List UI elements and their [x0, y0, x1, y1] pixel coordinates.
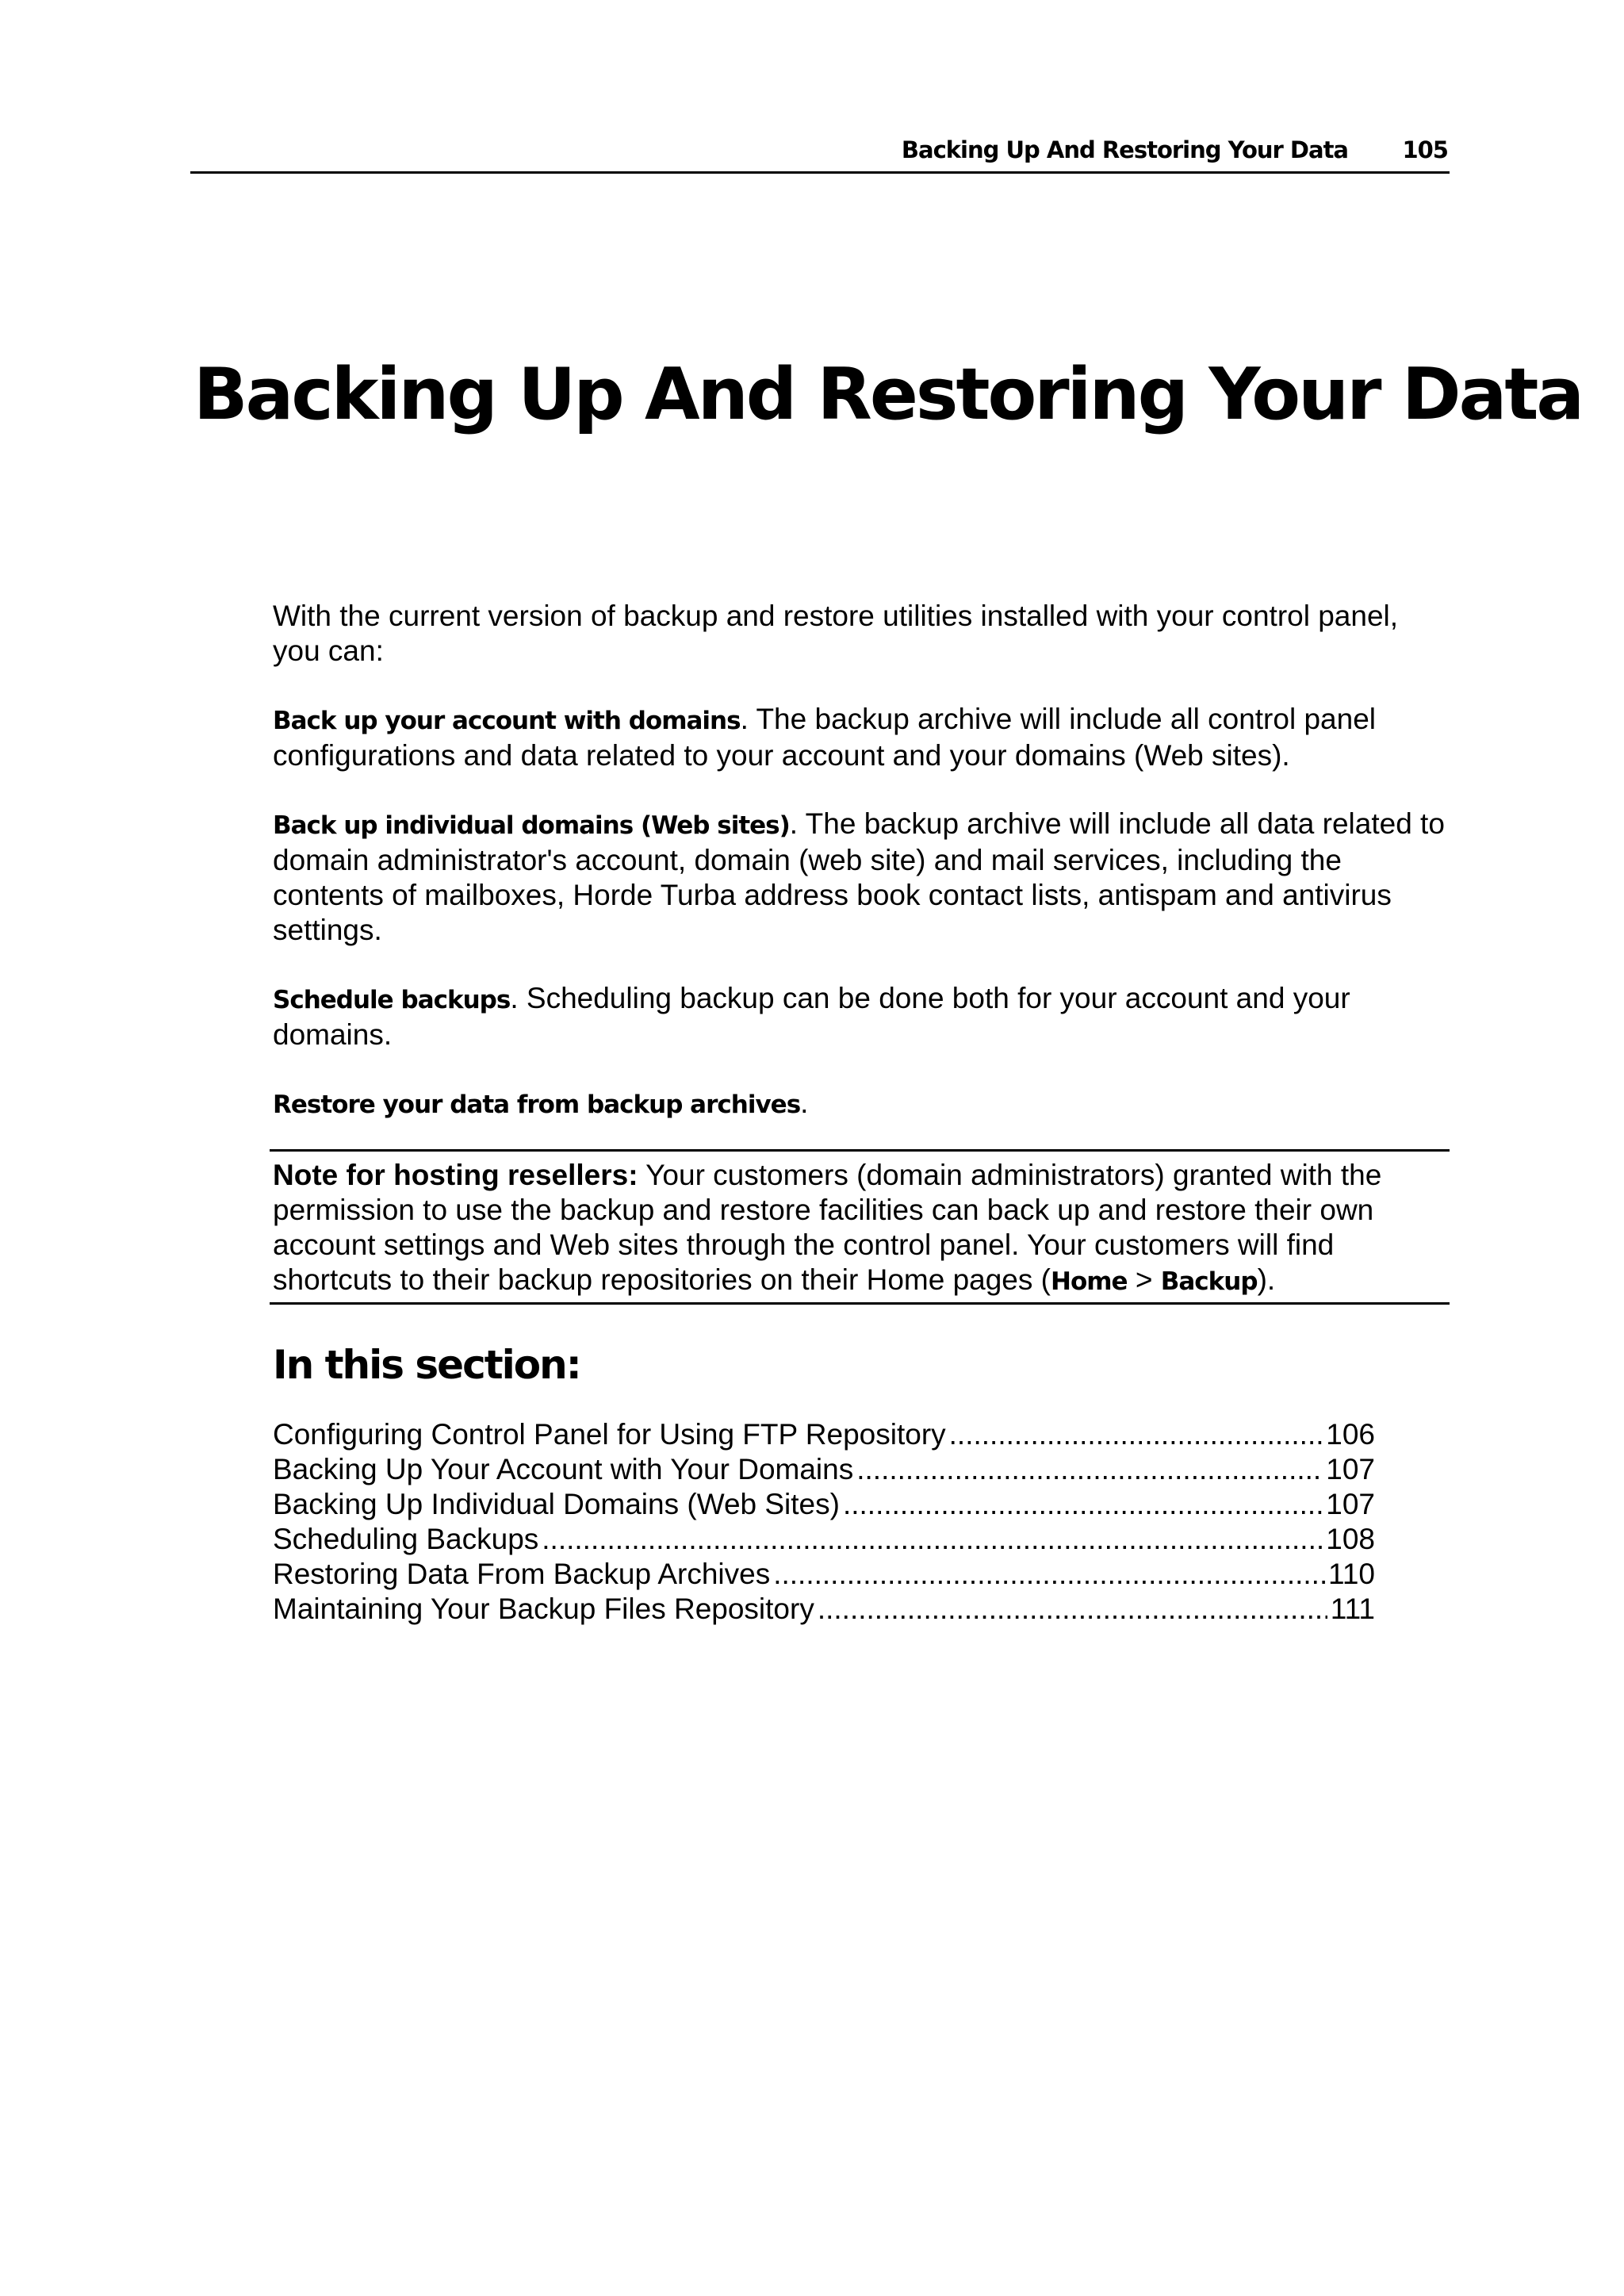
- toc-entry-label: Configuring Control Panel for Using FTP Repository: [273, 1418, 946, 1451]
- note-lead: Note for hosting resellers:: [273, 1159, 638, 1191]
- toc-entry-page: 107: [1326, 1488, 1375, 1520]
- chapter-title: Backing Up And Restoring Your Data: [193, 353, 1583, 436]
- note-text: Your customers (domain administrators) granted with the permission to use the backup and restore facilities can back up and restore their own account settings and Web sites through the control panel. Your customers will find shortcuts to their backup repositories on their Home pages (: [273, 1159, 1382, 1296]
- toc-entry[interactable]: [273, 1452, 1375, 1487]
- toc-entry-label: Scheduling Backups: [273, 1523, 539, 1555]
- toc-leader-dots: [542, 1522, 1323, 1557]
- note-closing: ).: [1257, 1263, 1276, 1296]
- intro-paragraph: With the current version of backup and restore utilities installed with your control panel, you can:: [273, 600, 1399, 667]
- section-heading: In this section:: [273, 1342, 580, 1388]
- feature-description: . Scheduling backup can be done both for your account and your domains.: [273, 982, 1350, 1051]
- running-header: [190, 133, 1450, 174]
- feature-paragraph: [273, 981, 1446, 1052]
- feature-paragraph: [273, 702, 1446, 773]
- toc-entry-label: Restoring Data From Backup Archives: [273, 1558, 771, 1590]
- page-number: 105: [1402, 136, 1448, 163]
- toc-leader-dots: [818, 1592, 1327, 1627]
- toc-entry[interactable]: [273, 1417, 1375, 1452]
- feature-paragraph: [273, 807, 1446, 948]
- feature-description: . The backup archive will include all data related to domain administrator's account, domain (web site) and mail services, including the contents of mailboxes, Horde Turba address book contact lists, antispam and antivirus settings.: [273, 807, 1445, 946]
- note-path-backup: Backup: [1160, 1267, 1258, 1296]
- note-path-separator: >: [1127, 1263, 1161, 1296]
- reseller-note: [270, 1149, 1450, 1305]
- toc-entry-page: 111: [1330, 1593, 1375, 1625]
- note-path-home: Home: [1051, 1267, 1128, 1296]
- toc-entry[interactable]: [273, 1522, 1375, 1557]
- feature-term: Back up individual domains (Web sites): [273, 811, 790, 840]
- toc-entry-label: Backing Up Individual Domains (Web Sites): [273, 1488, 840, 1520]
- toc-entry-label: Backing Up Your Account with Your Domains: [273, 1453, 854, 1485]
- toc-entry-page: 108: [1326, 1523, 1375, 1555]
- chapter-body: [273, 599, 1446, 1627]
- toc-leader-dots: [843, 1487, 1323, 1522]
- toc-entry-page: 107: [1326, 1453, 1375, 1485]
- toc-entry[interactable]: [273, 1557, 1375, 1592]
- toc-entry-label: Maintaining Your Backup Files Repository: [273, 1593, 814, 1625]
- toc-entry-page: 110: [1328, 1558, 1375, 1590]
- table-of-contents: [273, 1417, 1375, 1627]
- toc-leader-dots: [949, 1417, 1323, 1452]
- toc-entry[interactable]: [273, 1487, 1375, 1522]
- feature-paragraph: [273, 1086, 1446, 1122]
- toc-leader-dots: [773, 1557, 1325, 1592]
- feature-term: Back up your account with domains: [273, 707, 741, 735]
- feature-description: . The backup archive will include all control panel configurations and data related to your account and your domains (Web sites).: [273, 703, 1376, 772]
- toc-leader-dots: [856, 1452, 1323, 1487]
- toc-entry[interactable]: [273, 1592, 1375, 1627]
- toc-entry-page: 106: [1326, 1418, 1375, 1451]
- feature-description: .: [800, 1087, 809, 1119]
- feature-term: Schedule backups: [273, 986, 511, 1014]
- running-header-title: Backing Up And Restoring Your Data: [901, 136, 1348, 163]
- feature-term: Restore your data from backup archives: [273, 1091, 801, 1119]
